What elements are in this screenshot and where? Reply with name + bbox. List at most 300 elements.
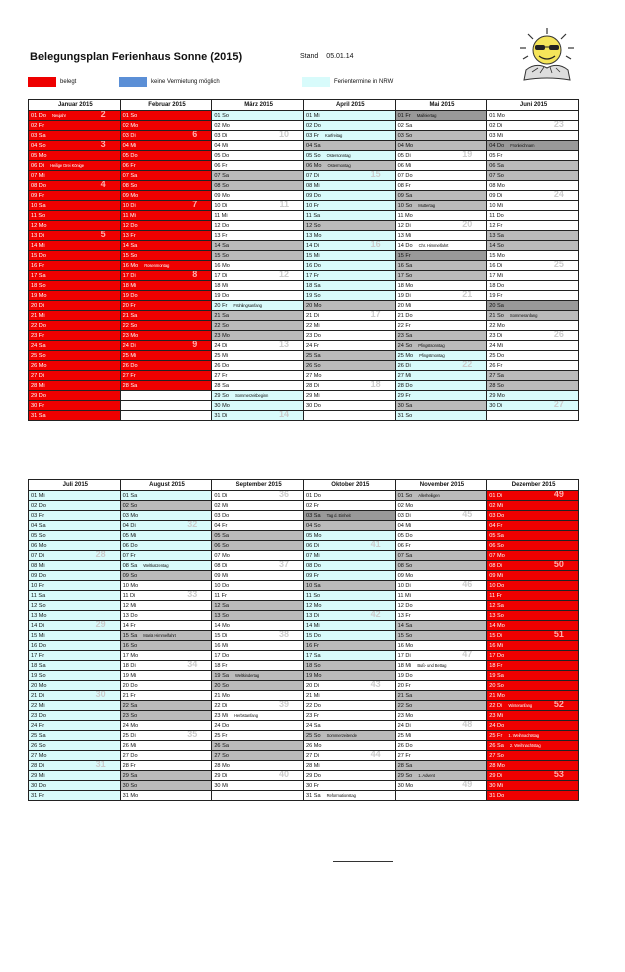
day-label: 07 Mi	[31, 172, 45, 179]
week-number: 52	[553, 700, 564, 709]
day-label: 13 Mi	[397, 232, 412, 239]
day-cell	[212, 551, 304, 561]
day-label: 09 Mi	[489, 572, 503, 579]
day-cell	[120, 781, 212, 791]
day-label: 31 Sa	[305, 792, 321, 799]
day-label: 18 Do	[489, 282, 505, 289]
day-label: 09 Mo	[122, 192, 139, 199]
holiday-label: Allerheiligen	[418, 492, 440, 498]
day-label: 06 Fr	[122, 162, 136, 169]
day-label: 07 Do	[397, 172, 413, 179]
day-label: 04 Mi	[122, 142, 137, 149]
day-label: 28 Sa	[397, 762, 413, 769]
day-cell	[212, 521, 304, 531]
day-cell	[212, 181, 304, 191]
day-label: 23 Mo	[214, 332, 230, 339]
day-label: 29 Sa	[122, 772, 138, 779]
day-cell	[487, 721, 579, 731]
day-cell	[29, 221, 121, 231]
day-label: 25 Sa	[305, 352, 321, 359]
day-label: 13 So	[214, 612, 229, 619]
legend-keine-vermietung	[119, 77, 220, 87]
month-header: März 2015	[212, 100, 304, 111]
day-label: 14 Di	[31, 622, 45, 629]
week-number: 38	[278, 630, 289, 639]
day-cell	[395, 541, 487, 551]
day-cell	[212, 231, 304, 241]
day-cell	[212, 621, 304, 631]
day-label: 28 Sa	[122, 382, 138, 389]
legend-label-ferientermine: Ferientermine in NRW	[334, 79, 394, 85]
day-label: 25 Mi	[214, 352, 228, 359]
day-label: 22 Sa	[122, 702, 138, 709]
day-cell	[395, 531, 487, 541]
day-label: 21 Mi	[305, 692, 320, 699]
day-label: 15 So	[122, 252, 138, 259]
holiday-label: Ostersonntag	[326, 152, 351, 158]
week-number: 11	[279, 200, 289, 209]
day-cell	[120, 641, 212, 651]
day-cell	[120, 251, 212, 261]
day-label: 22 Do	[305, 702, 321, 709]
day-label: 06 Mo	[31, 542, 47, 549]
day-label: 22 Mi	[31, 702, 45, 709]
day-label: 18 So	[305, 662, 321, 669]
day-label: 27 So	[489, 752, 504, 759]
day-label: 31 Mo	[122, 792, 139, 799]
day-cell	[487, 781, 579, 791]
day-label: 15 Mo	[489, 252, 505, 259]
day-cell	[303, 351, 395, 361]
week-number: 22	[462, 360, 473, 369]
empty-day-cell	[303, 411, 395, 421]
day-cell	[303, 331, 395, 341]
day-label: 24 So	[397, 342, 413, 349]
day-cell	[487, 271, 579, 281]
day-cell	[29, 291, 121, 301]
day-label: 24 Di	[214, 342, 228, 349]
day-cell	[120, 161, 212, 171]
day-cell	[395, 171, 487, 181]
day-cell	[29, 601, 121, 611]
day-label: 21 Mo	[489, 692, 505, 699]
day-label: 21 Fr	[122, 692, 136, 699]
day-cell	[120, 181, 212, 191]
day-cell	[212, 711, 304, 721]
day-label: 21 Di	[305, 312, 320, 319]
day-cell	[120, 171, 212, 181]
day-cell	[487, 171, 579, 181]
day-label: 30 Mi	[489, 782, 503, 789]
week-number: 40	[278, 770, 289, 779]
day-label: 27 Mo	[305, 372, 322, 379]
day-cell	[29, 571, 121, 581]
holiday-label: Pfingstmontag	[419, 352, 445, 358]
day-label: 19 Do	[214, 292, 230, 299]
holiday-label: Karfreitag	[325, 132, 343, 138]
day-label: 30 Do	[31, 782, 46, 789]
day-cell	[212, 321, 304, 331]
day-label: 18 Mi	[397, 662, 412, 669]
day-cell	[120, 771, 212, 781]
day-cell	[395, 141, 487, 151]
day-label: 30 Fr	[305, 782, 320, 789]
day-cell	[120, 691, 212, 701]
day-cell	[212, 741, 304, 751]
day-label: 19 So	[31, 672, 46, 679]
week-number: 6	[192, 130, 198, 139]
day-label: 03 Mi	[489, 132, 503, 139]
day-cell	[303, 191, 395, 201]
day-cell	[303, 291, 395, 301]
holiday-label: Reformationstag	[326, 792, 356, 798]
day-cell	[29, 131, 121, 141]
week-number: 33	[187, 590, 198, 599]
day-cell	[212, 411, 304, 421]
day-label: 10 Di	[397, 582, 411, 589]
day-cell	[303, 361, 395, 371]
day-cell	[29, 311, 121, 321]
day-cell	[303, 661, 395, 671]
day-cell	[120, 621, 212, 631]
day-label: 13 Mo	[31, 612, 47, 619]
day-cell	[212, 151, 304, 161]
day-label: 12 Do	[397, 602, 413, 609]
day-label: 12 Sa	[214, 602, 229, 609]
month-header: April 2015	[303, 100, 395, 111]
day-label: 15 Mi	[305, 252, 320, 259]
day-cell	[120, 611, 212, 621]
day-cell	[120, 681, 212, 691]
day-label: 06 So	[489, 542, 504, 549]
day-label: 23 Mi	[214, 712, 228, 719]
day-label: 13 Di	[31, 232, 45, 239]
day-cell	[29, 791, 121, 801]
day-cell	[487, 531, 579, 541]
day-label: 24 Di	[397, 722, 411, 729]
day-cell	[303, 171, 395, 181]
week-number: 51	[553, 630, 564, 639]
day-label: 02 Fr	[31, 122, 45, 129]
day-cell	[120, 271, 212, 281]
day-label: 17 Do	[489, 652, 505, 659]
day-cell	[29, 321, 121, 331]
day-label: 01 Mi	[305, 112, 320, 119]
day-label: 11 So	[305, 592, 321, 599]
day-label: 03 Di	[214, 132, 228, 139]
day-cell	[29, 121, 121, 131]
day-cell	[29, 371, 121, 381]
day-cell	[395, 661, 487, 671]
week-number: 53	[553, 770, 564, 779]
day-label: 22 So	[214, 322, 229, 329]
day-label: 08 Mi	[31, 562, 45, 569]
day-cell	[212, 781, 304, 791]
day-label: 27 So	[214, 752, 229, 759]
day-cell	[303, 371, 395, 381]
day-label: 31 Fr	[31, 792, 45, 799]
day-label: 15 So	[397, 632, 413, 639]
day-cell	[212, 261, 304, 271]
day-cell	[120, 231, 212, 241]
day-cell	[120, 321, 212, 331]
day-cell	[303, 701, 395, 711]
day-cell	[395, 671, 487, 681]
calendar-first-half	[28, 99, 579, 421]
day-label: 16 Mo	[397, 642, 414, 649]
day-label: 04 Fr	[214, 522, 228, 529]
day-cell	[120, 571, 212, 581]
day-cell	[303, 611, 395, 621]
day-cell	[487, 121, 579, 131]
day-cell	[303, 671, 395, 681]
day-cell	[487, 381, 579, 391]
day-cell	[303, 541, 395, 551]
day-cell	[120, 741, 212, 751]
day-cell	[212, 761, 304, 771]
week-number: 20	[462, 220, 473, 229]
day-label: 18 Mi	[122, 282, 137, 289]
day-label: 10 Do	[489, 582, 505, 589]
day-label: 23 So	[122, 712, 138, 719]
day-cell	[212, 301, 304, 311]
day-cell	[487, 221, 579, 231]
day-label: 17 Di	[122, 272, 136, 279]
day-label: 03 Do	[489, 512, 505, 519]
day-cell	[212, 751, 304, 761]
week-number: 26	[553, 330, 564, 339]
day-label: 08 Di	[214, 562, 228, 569]
day-label: 04 Fr	[489, 522, 503, 529]
day-cell	[487, 711, 579, 721]
day-cell	[212, 491, 304, 501]
day-label: 03 Mo	[122, 512, 139, 519]
day-cell	[303, 781, 395, 791]
day-label: 14 Sa	[214, 242, 229, 249]
day-cell	[29, 141, 121, 151]
day-label: 19 So	[305, 292, 321, 299]
day-label: 09 Mo	[214, 192, 230, 199]
day-label: 23 Fr	[31, 332, 45, 339]
day-cell	[395, 281, 487, 291]
week-number: 5	[100, 230, 106, 239]
day-cell	[303, 631, 395, 641]
day-cell	[29, 241, 121, 251]
day-cell	[120, 731, 212, 741]
day-cell	[487, 311, 579, 321]
day-cell	[487, 641, 579, 651]
day-label: 14 Mi	[305, 622, 320, 629]
week-number: 39	[278, 700, 289, 709]
day-cell	[395, 521, 487, 531]
day-label: 10 Mi	[489, 202, 503, 209]
day-cell	[487, 651, 579, 661]
day-cell	[29, 531, 121, 541]
day-label: 24 Do	[489, 722, 505, 729]
day-cell	[29, 711, 121, 721]
week-number: 17	[370, 310, 381, 319]
day-label: 10 Di	[214, 202, 228, 209]
day-label: 15 Do	[305, 632, 321, 639]
day-label: 11 So	[31, 212, 46, 219]
day-cell	[120, 191, 212, 201]
day-cell	[29, 501, 121, 511]
day-label: 10 Sa	[305, 582, 321, 589]
day-label: 05 Mo	[31, 152, 47, 159]
day-cell	[395, 211, 487, 221]
day-label: 25 Fr	[489, 732, 503, 739]
day-cell	[395, 561, 487, 571]
day-label: 08 Fr	[397, 182, 411, 189]
day-cell	[212, 111, 304, 121]
day-cell	[395, 731, 487, 741]
day-label: 26 Sa	[214, 742, 229, 749]
day-cell	[487, 701, 579, 711]
week-number: 31	[95, 760, 106, 769]
day-cell	[212, 401, 304, 411]
day-label: 27 Fr	[397, 752, 411, 759]
day-cell	[303, 281, 395, 291]
week-number: 29	[95, 620, 106, 629]
day-label: 23 Sa	[397, 332, 413, 339]
day-label: 01 Fr	[397, 112, 411, 119]
day-cell	[487, 341, 579, 351]
day-cell	[395, 621, 487, 631]
day-cell	[395, 651, 487, 661]
holiday-label: Tag d. Einheit	[326, 512, 351, 518]
day-label: 28 Mo	[214, 762, 230, 769]
day-label: 20 Fr	[214, 302, 228, 309]
day-cell	[120, 601, 212, 611]
day-label: 10 Fr	[31, 582, 45, 589]
day-cell	[120, 511, 212, 521]
day-label: 13 Do	[122, 612, 138, 619]
month-header: Dezember 2015	[487, 480, 579, 491]
day-label: 05 Sa	[489, 532, 504, 539]
day-label: 16 Mo	[122, 262, 139, 269]
day-label: 05 Di	[397, 152, 411, 159]
day-label: 15 Di	[214, 632, 228, 639]
day-label: 24 Do	[214, 722, 230, 729]
day-cell	[395, 251, 487, 261]
day-cell	[29, 411, 121, 421]
day-cell	[303, 231, 395, 241]
day-label: 14 Do	[397, 242, 413, 249]
day-cell	[212, 201, 304, 211]
day-cell	[120, 341, 212, 351]
day-label: 14 Sa	[397, 622, 413, 629]
day-label: 05 So	[305, 152, 321, 159]
day-cell	[120, 111, 212, 121]
day-cell	[120, 721, 212, 731]
day-label: 18 Di	[122, 662, 136, 669]
day-cell	[395, 641, 487, 651]
day-label: 03 Sa	[31, 132, 46, 139]
holiday-label: Sommerzeitende	[326, 732, 357, 738]
day-cell	[303, 531, 395, 541]
day-label: 19 Mi	[122, 672, 137, 679]
day-label: 29 Di	[214, 772, 228, 779]
day-label: 27 Di	[31, 372, 45, 379]
day-cell	[395, 131, 487, 141]
holiday-label: 1. Weihnachtstag	[508, 732, 540, 738]
day-label: 25 Do	[489, 352, 505, 359]
day-cell	[212, 641, 304, 651]
day-label: 30 Sa	[397, 402, 413, 409]
day-label: 31 So	[397, 412, 413, 419]
day-cell	[487, 551, 579, 561]
day-label: 25 Fr	[214, 732, 228, 739]
day-label: 26 Mo	[31, 362, 47, 369]
day-label: 11 Do	[489, 212, 504, 219]
month-header: Februar 2015	[120, 100, 212, 111]
day-cell	[395, 181, 487, 191]
day-cell	[395, 151, 487, 161]
day-cell	[487, 241, 579, 251]
day-cell	[487, 631, 579, 641]
day-label: 16 Mi	[214, 642, 228, 649]
week-number: 4	[100, 180, 106, 189]
day-label: 06 Di	[31, 162, 45, 169]
day-cell	[487, 741, 579, 751]
day-cell	[29, 281, 121, 291]
day-cell	[120, 261, 212, 271]
day-cell	[212, 121, 304, 131]
day-label: 01 Do	[305, 492, 321, 499]
day-cell	[212, 531, 304, 541]
day-label: 24 Mo	[122, 722, 139, 729]
day-cell	[212, 381, 304, 391]
day-cell	[29, 731, 121, 741]
day-cell	[303, 151, 395, 161]
day-cell	[487, 731, 579, 741]
day-cell	[487, 691, 579, 701]
day-cell	[303, 111, 395, 121]
day-cell	[212, 171, 304, 181]
day-label: 07 Mo	[489, 552, 505, 559]
day-label: 09 Di	[489, 192, 503, 199]
day-label: 24 Sa	[305, 722, 321, 729]
day-cell	[303, 711, 395, 721]
day-label: 08 Sa	[122, 562, 138, 569]
day-label: 13 Fr	[397, 612, 411, 619]
day-cell	[395, 321, 487, 331]
day-cell	[395, 161, 487, 171]
day-label: 05 Fr	[489, 152, 503, 159]
day-label: 29 Do	[31, 392, 46, 399]
week-number: 35	[187, 730, 198, 739]
day-cell	[395, 271, 487, 281]
holiday-label: Heilige Drei Könige	[50, 162, 85, 168]
week-number: 23	[553, 120, 564, 129]
day-label: 05 So	[31, 532, 46, 539]
week-number: 15	[370, 170, 381, 179]
day-label: 23 Mo	[122, 332, 139, 339]
day-label: 21 So	[489, 312, 504, 319]
day-label: 20 Mo	[31, 682, 47, 689]
day-label: 13 Fr	[214, 232, 228, 239]
day-cell	[303, 201, 395, 211]
day-label: 26 Mo	[305, 742, 322, 749]
day-cell	[487, 141, 579, 151]
day-cell	[487, 571, 579, 581]
day-label: 15 Di	[489, 632, 503, 639]
day-label: 18 Sa	[305, 282, 321, 289]
day-cell	[212, 341, 304, 351]
day-label: 23 Do	[31, 712, 46, 719]
day-label: 31 Di	[214, 412, 228, 419]
day-label: 04 Mi	[214, 142, 228, 149]
